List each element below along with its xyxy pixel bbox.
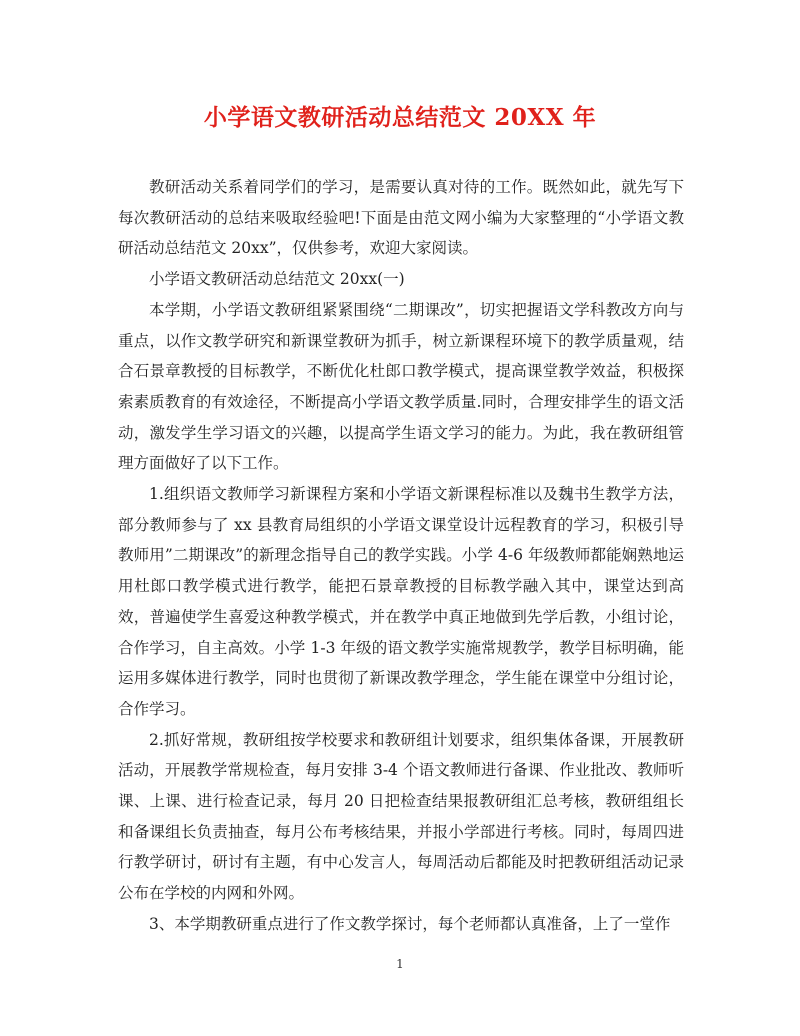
body-paragraph-semester: 本学期，小学语文教研组紧紧围绕“二期课改”，切实把握语文学科教改方向与重点，以作文教学研究和新课堂教研为抓手，树立新课程环境下的教学质量观，结合石景章教授的目标教学，不断优化杜郎口教学模式，提高课堂教学效益，积极探索素质教育的有效途径，不断提高小学语文教学质量.同时，合理安排学生的语文活动，激发学生学习语文的兴趣，以提高学生语文学习的能力。为此，我在教研组管理方面做好了以下工作。 xyxy=(118,300,684,473)
document-title: 小学语文教研活动总结范文 20XX 年 xyxy=(203,104,597,131)
body-paragraph-item-1: 1.组织语文教师学习新课程方案和小学语文新课程标准以及魏书生教学方法，部分教师参与了 xx 县教育局组织的小学语文课堂设计远程教育的学习，积极引导教师用”二期课改”的新理念指导自己的教学实践。小学 4-6 年级教师都能娴熟地运用杜郎口教学模式进行教学，能把石景章教授的目标教学融入其中，课堂达到高效，普遍使学生喜爱这种教学模式，并在教学中真正地做到先学后教，小组讨论，合作学习，自主高效。小学 1-3 年级的语文教学实施常规教学，教学目标明确，能运用多媒体进行教学，同时也贯彻了新课改教学理念，学生能在课堂中分组讨论，合作学习。 xyxy=(118,485,684,718)
body-paragraph-item-2: 2.抓好常规，教研组按学校要求和教研组计划要求，组织集体备课，开展教研活动，开展教学常规检查，每月安排 3-4 个语文教师进行备课、作业批改、教师听课、上课、进行检查记录，每月 20 日把检查结果报教研组汇总考核，教研组组长和备课组长负责抽查，每月公布考核结果，并报小学部进行考核。同时，每周四进行教学研讨，研讨有主题，有中心发言人，每周活动后都能及时把教研组活动记录公布在学校的内网和外网。 xyxy=(118,730,684,903)
section-heading: 小学语文教研活动总结范文 20xx(一) xyxy=(149,270,405,289)
body-paragraph-item-3: 3、本学期教研重点进行了作文教学探讨，每个老师都认真准备，上了一堂作 xyxy=(149,914,671,933)
document-body xyxy=(118,172,684,940)
intro-paragraph: 教研活动关系着同学们的学习，是需要认真对待的工作。既然如此，就先写下每次教研活动的总结来吸取经验吧!下面是由范文网小编为大家整理的“小学语文教研活动总结范文 20xx”，仅供参考，欢迎大家阅读。 xyxy=(118,178,684,258)
page-number: 1 xyxy=(396,957,404,971)
